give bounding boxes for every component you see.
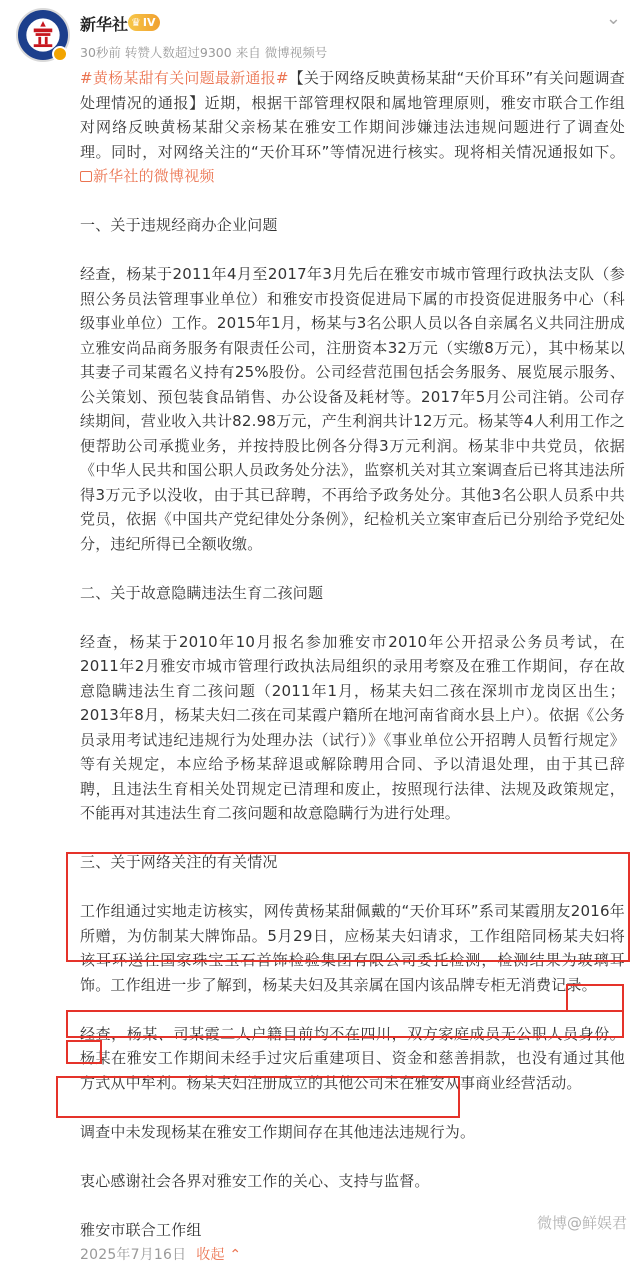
post-content: [80, 66, 625, 1268]
section1-body: 经查，杨某于2011年4月至2017年3月先后在雅安市城市管理行政执法支队（参照公务员法管理事业单位）和雅安市投资促进局下属的市投资促进服务中心（科级事业单位）工作。2015年1月，杨某与3名公职人员以各自亲属名义共同注册成立雅安尚品商务服务有限责任公司，注册资本32万元（实缴8万元），其中杨某以其妻子司某霞名义持有25%股份。公司经营范围包括会务服务、展览展示服务、公关策划、预包装食品销售、办公设备及耗材等。2017年5月公司注销。公司存续期间，营业收入共计82.98万元，产生利润共计12万元。杨某等4人利用工作之便帮助公司承揽业务，并按持股比例各分得3万元利润。杨某非中共党员，依据《中华人民共和国公职人员政务处分法》，监察机关对其立案调查后已将其违法所得3万元予以没收，由于其已辞聘，不再给予政务处分。其他3名公职人员系中共党员，依据《中国共产党纪律处分条例》，纪检机关立案审查后已分别给予党纪处分，违纪所得已全额收缴。: [80, 265, 625, 553]
chevron-down-icon[interactable]: ⌄: [605, 8, 621, 29]
hashtag-link[interactable]: #黄杨某甜有关问题最新通报#: [80, 69, 289, 87]
author-name[interactable]: 新华社: [80, 15, 129, 34]
post-header: [0, 0, 641, 66]
section3-paragraph-1: 工作组通过实地走访核实，网传黄杨某甜佩戴的“天价耳环”系司某霞朋友2016年所赠，为仿制某大牌饰品。5月29日，应杨某夫妇请求，工作组陪同杨某夫妇将该耳环送往国家珠宝玉石首饰检验集团有限公司委托检测，检测结果为玻璃耳饰。工作组进一步了解到，杨某夫妇及其亲属在国内该品牌专柜无消费记录。: [80, 902, 625, 994]
post-footer: [80, 1242, 625, 1268]
repost-count: 转赞人数超过9300: [124, 45, 232, 60]
verified-badge-icon: [52, 46, 68, 62]
section3-paragraph-3: 调查中未发现杨某在雅安工作期间存在其他违法违规行为。: [80, 1122, 476, 1141]
section1-title: 一、关于违规经商办企业问题: [80, 216, 278, 234]
section2-title: 二、关于故意隐瞒违法生育二孩问题: [80, 583, 324, 602]
video-link-text: 新华社的微博视频: [93, 167, 215, 185]
source-link[interactable]: 微博视频号: [264, 45, 328, 60]
video-link[interactable]: [80, 167, 215, 185]
post-time: 30秒前: [80, 45, 121, 60]
post-meta: [80, 43, 327, 61]
section3-title: 三、关于网络关注的有关情况: [80, 853, 278, 871]
intro-text: 【关于网络反映黄杨某甜“天价耳环”有关问题调查处理情况的通报】近期，根据干部管理权限和属地管理原则，雅安市联合工作组对网络反映黄杨某甜父亲杨某在雅安工作期间涉嫌违法违规问题进行了调查处理。同时，对网络关注的“天价耳环”等情况进行核实。现将相关情况通报如下。: [80, 69, 625, 161]
weibo-watermark: 微博@鲜娱君: [536, 1214, 627, 1232]
section2-body: 经查，杨某于2010年10月报名参加雅安市2010年公开招录公务员考试，在2011年2月雅安市城市管理行政执法局组织的录用考察及在雅工作期间，存在故意隐瞒违法生育二孩问题（2011年1月，杨某夫妇二孩在深圳市龙岗区出生；2013年8月，杨某夫妇二孩在司某霞户籍所在地河南省商水县上户）。依据《公务员录用考试违纪违规行为处理办法（试行）》《事业单位公开招聘人员暂行规定》等有关规定，本应给予杨某辞退或解除聘用合同、予以清退处理，由于其已辞聘，且违法生育相关处罚规定已清理和废止，按照现行法律、法规及政策规定，不能再对其违法生育二孩问题和故意隐瞒行为进行处理。: [80, 632, 625, 822]
section3-paragraph-2: 经查，杨某、司某霞二人户籍目前均不在四川，双方家庭成员无公职人员身份。杨某在雅安工作期间未经手过灾后重建项目、资金和慈善捐款，也没有通过其他方式从中牟利。杨某夫妇注册成立的其他公司未在雅安从事商业经营活动。: [80, 1024, 625, 1092]
source-prefix: 来自: [235, 45, 261, 60]
collapse-link[interactable]: 收起 ⌃: [196, 1247, 242, 1263]
crown-icon: ♛: [131, 16, 141, 29]
thanks-text: 衷心感谢社会各界对雅安工作的关心、支持与监督。: [80, 1171, 430, 1190]
level-badge: [128, 14, 160, 31]
post-date: 2025年7月16日: [80, 1247, 187, 1263]
collapse-label: 收起: [196, 1247, 225, 1263]
level-text: IV: [142, 16, 156, 29]
intro-paragraph: [80, 66, 625, 189]
signature: 雅安市联合工作组: [80, 1220, 202, 1239]
video-link-icon: [80, 171, 92, 182]
